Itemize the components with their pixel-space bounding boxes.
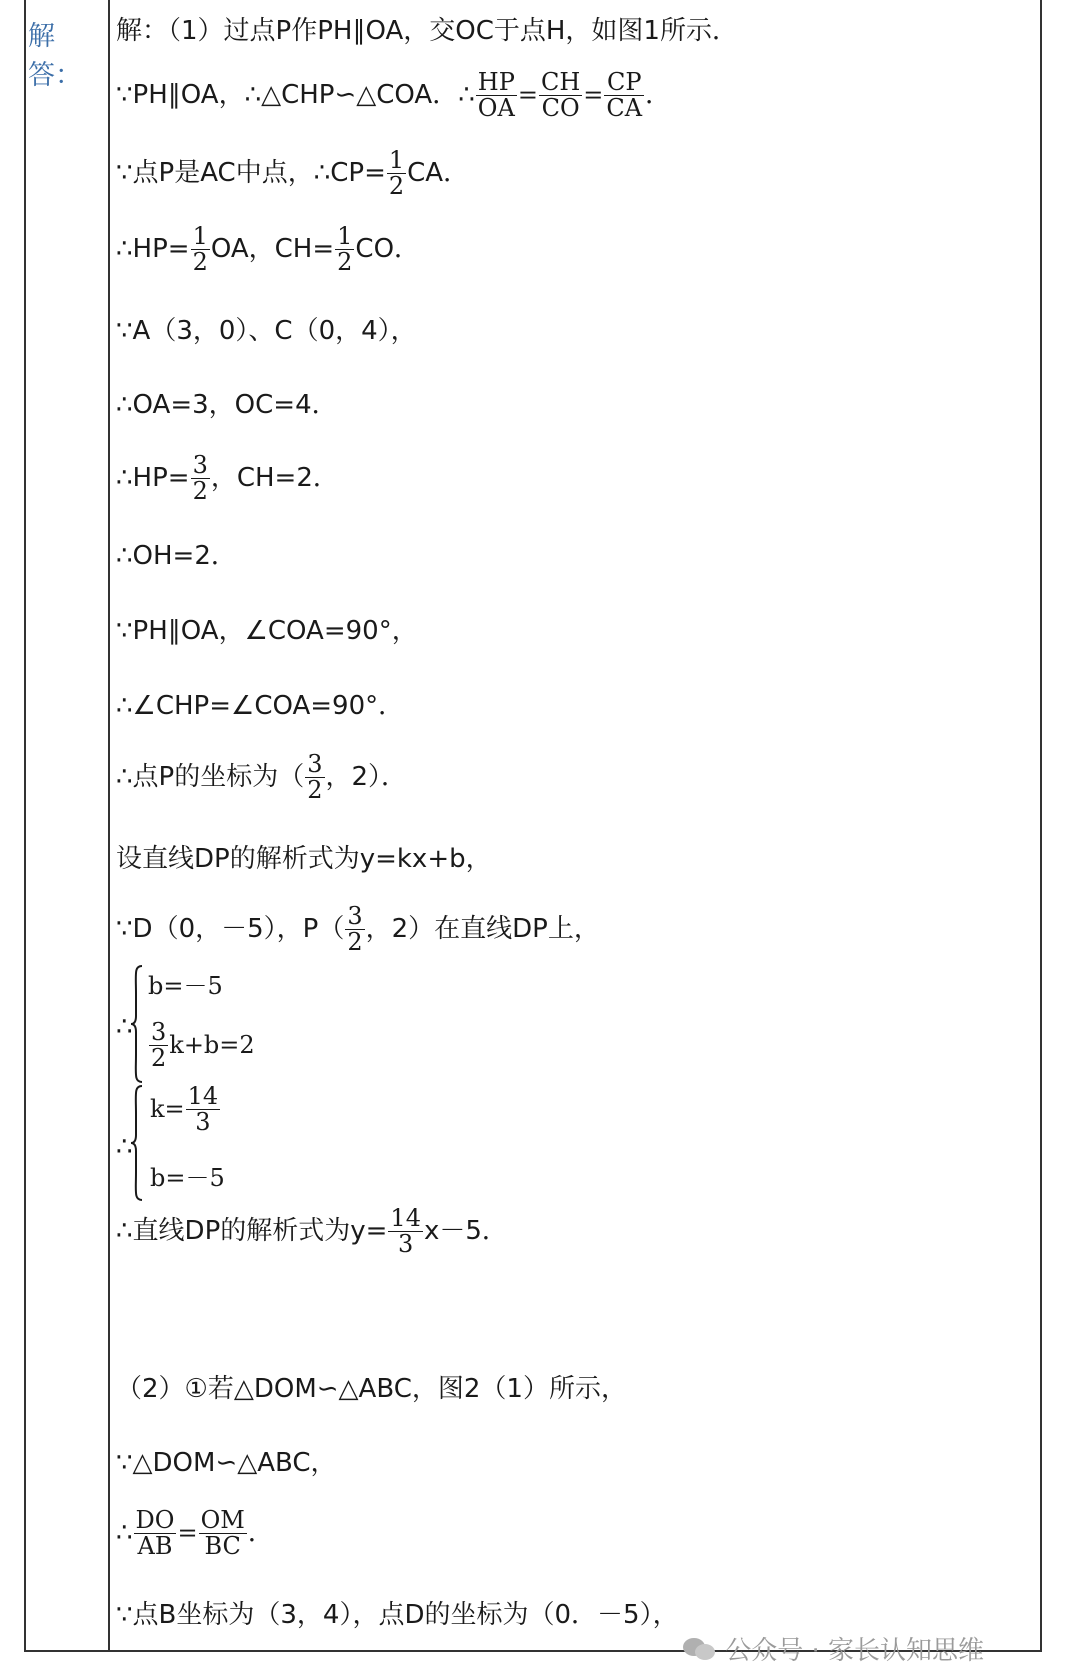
solution-line-5: ∵A（3，0）、C（0，4）， bbox=[116, 316, 417, 346]
solution-content bbox=[116, 0, 1040, 1650]
fraction: $\frac{3}{2}$ bbox=[307, 750, 323, 805]
solution-line-13: ∵D（0，－5），P（ $\frac{3}{2}$ ，2）在直线DP上， bbox=[116, 902, 600, 957]
solution-line-7: ∴HP= $\frac{3}{2}$ ，CH=2． bbox=[116, 451, 339, 506]
solution-line-4: ∴HP= $\frac{1}{2}$ OA，CH= $\frac{1}{2}$ CO． bbox=[116, 222, 421, 277]
solution-line-6: ∴OA=3，OC=4． bbox=[116, 390, 338, 420]
fraction: $\frac{OM}{BC}$ bbox=[200, 1506, 245, 1561]
solution-line-12: 设直线DP的解析式为y=kx+b， bbox=[116, 844, 492, 874]
wechat-icon bbox=[683, 1636, 717, 1662]
solution-line-3: ∵点P是AC中点，∴CP= $\frac{1}{2}$ CA． bbox=[116, 146, 470, 201]
watermark-text: 公众号 · 家长认知思维 bbox=[725, 1636, 984, 1666]
fraction: $\frac{3}{2}$ bbox=[151, 1018, 167, 1073]
fraction: $\frac{3}{2}$ bbox=[347, 902, 363, 957]
label-column bbox=[26, 0, 110, 1650]
brace-icon bbox=[130, 964, 144, 1084]
solution-line-8: ∴OH=2． bbox=[116, 541, 237, 571]
solution-line-1: 解：（1）过点P作PH∥OA，交OC于点H，如图1所示． bbox=[116, 16, 738, 46]
equation-system-2: ∴ k= $\frac{14}{3}$ b=－5 bbox=[116, 1084, 316, 1202]
solution-line-11: ∴点P的坐标为（ $\frac{3}{2}$ ，2）． bbox=[116, 750, 408, 805]
solution-line-15: （2）①若△DOM∽△ABC，图2（1）所示， bbox=[116, 1374, 627, 1404]
equation-system-1: ∴ b=－5 $\frac{3}{2}$ k+b=2 bbox=[116, 964, 316, 1084]
brace-icon bbox=[130, 1084, 144, 1202]
solution-line-9: ∵PH∥OA，∠COA=90°， bbox=[116, 616, 418, 646]
answer-table bbox=[24, 0, 1042, 1652]
solution-line-2: ∵PH∥OA，∴△CHP∽△COA．∴ $\frac{HP}{OA}$ = $\frac{CH}{CO}$ = $\frac{CP}{CA}$ ． bbox=[116, 68, 672, 123]
fraction: $\frac{HP}{OA}$ bbox=[477, 68, 515, 123]
fraction: $\frac{CH}{CO}$ bbox=[540, 68, 581, 123]
solution-line-10: ∴∠CHP=∠COA=90°． bbox=[116, 691, 405, 721]
fraction: $\frac{CP}{CA}$ bbox=[606, 68, 643, 123]
watermark bbox=[683, 1630, 984, 1667]
fraction: $\frac{3}{2}$ bbox=[192, 451, 208, 506]
solution-line-17: ∴ $\frac{DO}{AB}$ = $\frac{OM}{BC}$ ． bbox=[116, 1506, 274, 1561]
fraction: $\frac{1}{2}$ bbox=[388, 146, 405, 201]
solution-line-16: ∵△DOM∽△ABC， bbox=[116, 1448, 337, 1478]
fraction: $\frac{1}{2}$ bbox=[337, 222, 353, 277]
fraction: $\frac{1}{2}$ bbox=[192, 222, 208, 277]
answer-label: 解答： bbox=[28, 21, 82, 91]
solution-line-18: ∵点B坐标为（3，4），点D的坐标为（0．－5）， bbox=[116, 1600, 679, 1630]
solution-line-14: ∴直线DP的解析式为y= $\frac{14}{3}$ x－5． bbox=[116, 1204, 508, 1259]
fraction: $\frac{DO}{AB}$ bbox=[135, 1506, 175, 1561]
fraction: $\frac{14}{3}$ bbox=[390, 1204, 421, 1259]
fraction: $\frac{14}{3}$ bbox=[187, 1082, 219, 1137]
